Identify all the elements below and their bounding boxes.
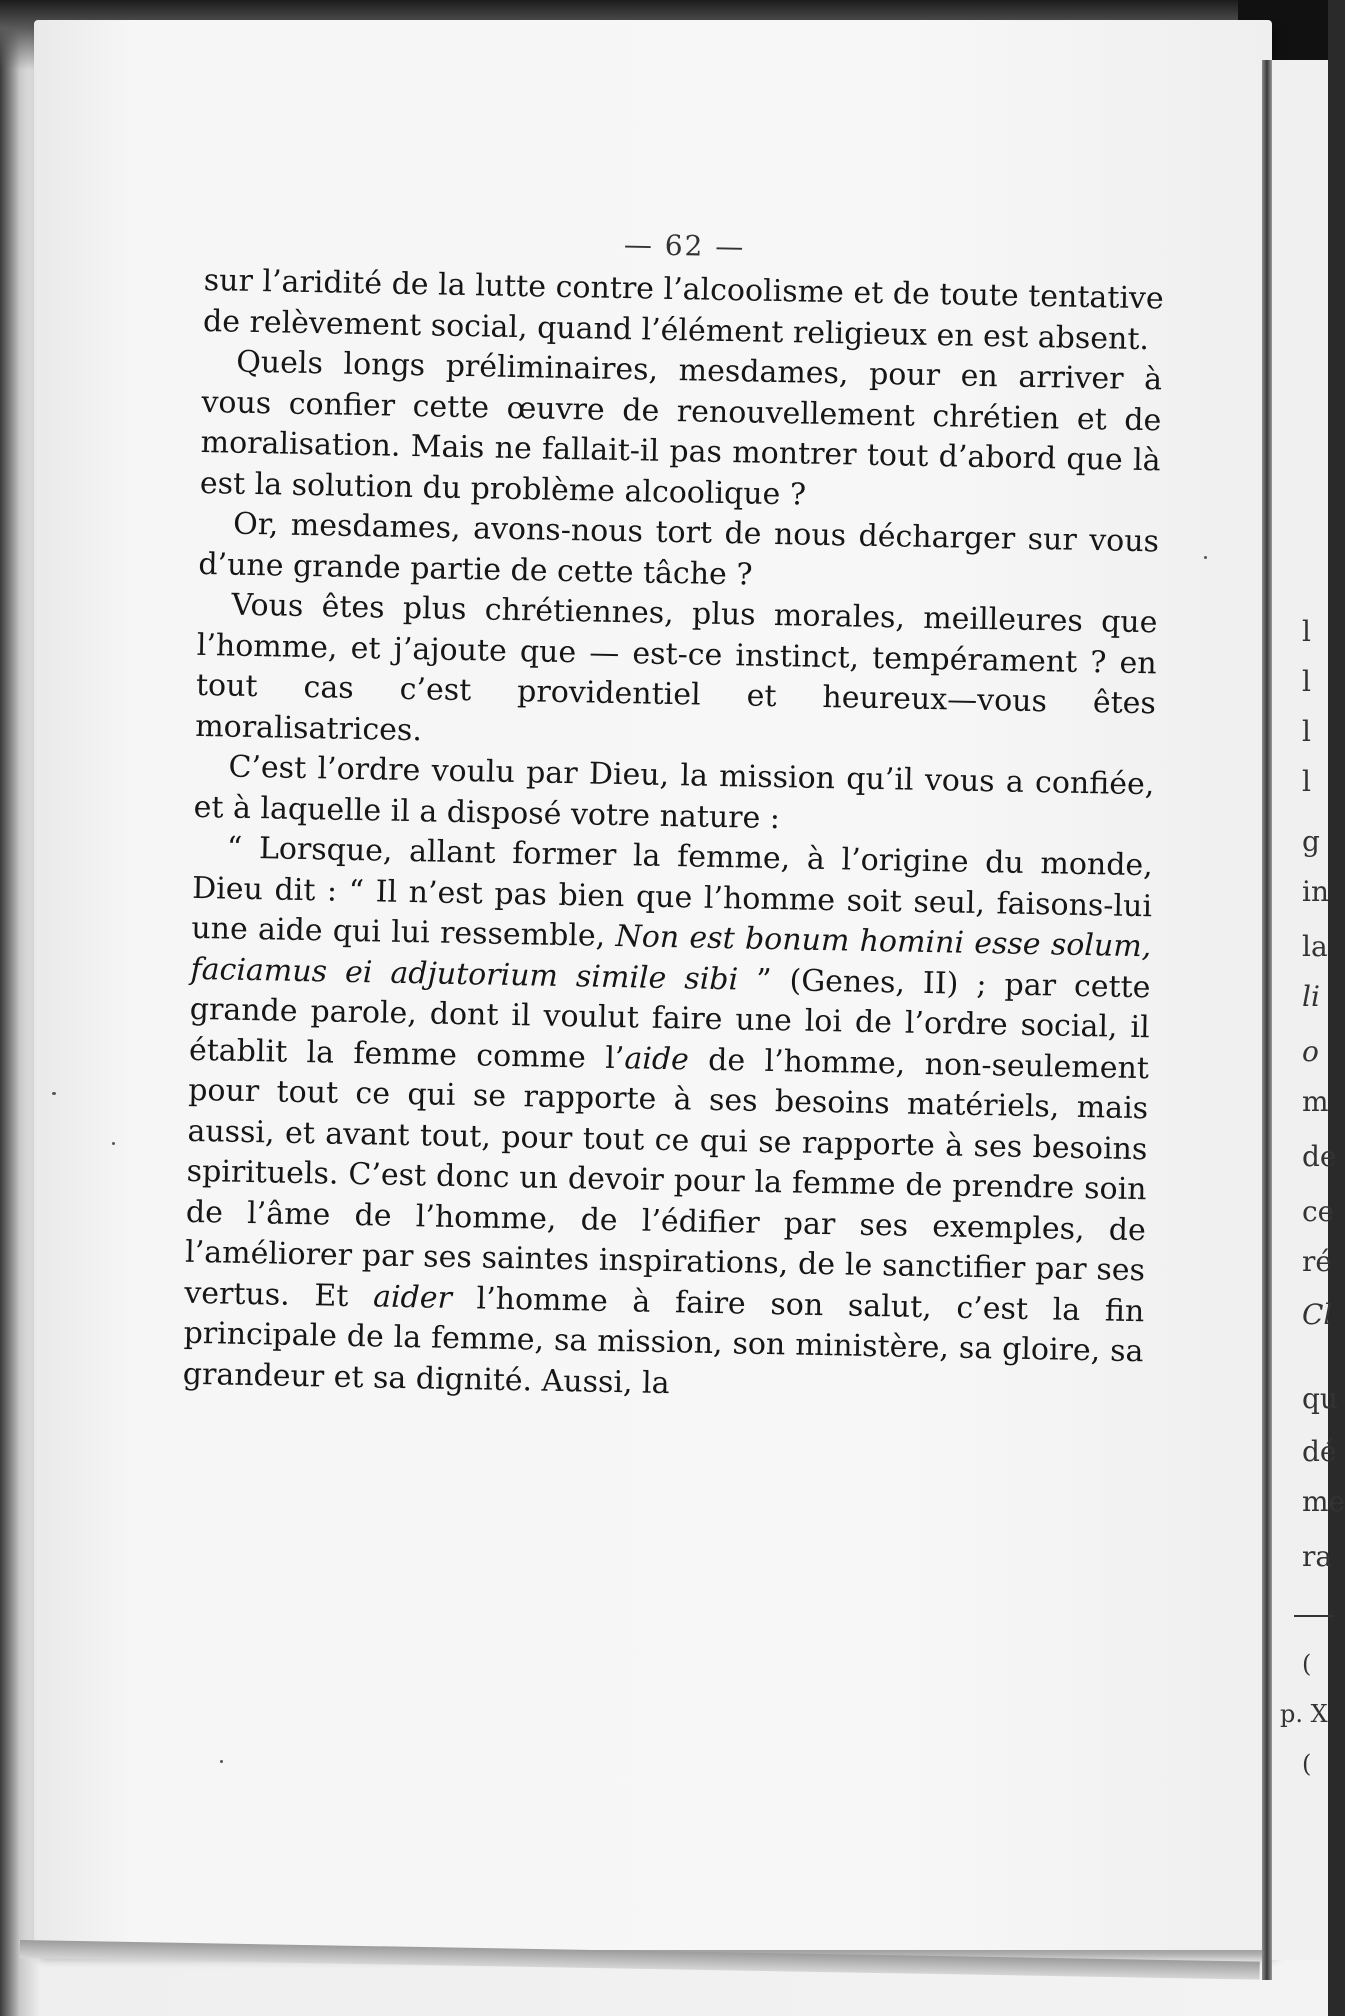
facing-fragment: de	[1302, 1140, 1337, 1173]
paragraph: Or, mesdames, avons-nous tort de nous décharger sur vous d’une grande partie de cette tâche ?	[198, 506, 1160, 593]
facing-fragment: ce	[1302, 1195, 1335, 1228]
paragraph: Vous êtes plus chrétiennes, plus morales, meilleures que l’homme, et j’ajoute que — est-ce instinct, tempérament ? en tout cas c’est providentiel et heureux—vous êtes moralisatrices.	[194, 587, 1158, 748]
facing-page-edge	[1272, 60, 1345, 1960]
quote-text: ” (Genes, II) ; par cette grande parole, dont il voulut faire une loi de l’ordre social, il établit la femme comme l’	[188, 961, 1151, 1076]
facing-fragment: in	[1302, 875, 1329, 908]
latin-quote: Non est bonum homini esse solum, faciamus ei adjutorium simile sibi	[190, 919, 1152, 997]
facing-fragment: Cl	[1302, 1298, 1333, 1331]
facing-fragment: l	[1302, 615, 1311, 648]
facing-fragment: dé	[1302, 1435, 1337, 1468]
facing-fragment: li	[1302, 980, 1320, 1013]
paragraph: C’est l’ordre voulu par Dieu, la mission qu’il vous a confiée, et à laquelle il a disposé votre nature :	[193, 749, 1155, 836]
quotation-paragraph	[182, 828, 1153, 1413]
quote-text: de l’homme, non-seulement pour tout ce qui se rapporte à ses besoins matériels, mais aussi, et avant tout, pour tout ce qui se rapporte à ses besoins spirituels. C’est donc un devoir pour la femme de prendre soin de l’âme de l’homme, de l’édifier par ses exemples, de l’améliorer par ses saintes inspirations, de le sanctifier par ses vertus. Et	[184, 1041, 1150, 1314]
facing-fragment: m	[1302, 1085, 1329, 1118]
facing-fragment: qu	[1302, 1382, 1338, 1415]
facing-fragment: ré	[1302, 1245, 1332, 1278]
facing-fragment: g	[1302, 825, 1320, 858]
facing-fragment: l	[1302, 715, 1311, 748]
paragraph: Quels longs préliminaires, mesdames, pour en arriver à vous confier cette œuvre de renouvellement chrétien et de moralisation. Mais ne fallait-il pas montrer tout d’abord que là est la solution du problème alcoolique ?	[199, 344, 1163, 513]
emphasis-aider: aider	[372, 1278, 453, 1316]
book-gutter	[1262, 60, 1272, 1980]
facing-fragment: l	[1302, 665, 1311, 698]
page-text	[182, 220, 1164, 1413]
scan-speckle	[1204, 556, 1207, 559]
facing-fragment: (	[1302, 1650, 1312, 1678]
paragraph: sur l’aridité de la lutte contre l’alcoolisme et de toute tentative de relèvement social, quand l’élément religieux en est absent.	[202, 262, 1164, 357]
facing-fragment: (	[1302, 1750, 1312, 1778]
emphasis-aide: aide	[624, 1040, 690, 1077]
facing-fragment: la	[1302, 930, 1328, 963]
facing-fragment: o	[1302, 1035, 1319, 1068]
page-number: — 62 —	[623, 228, 746, 264]
footnote-rule	[1294, 1615, 1334, 1617]
scan-speckle	[112, 1142, 115, 1145]
quote-text: l’homme à faire son salut, c’est la fin principale de la femme, sa mission, son ministère, sa gloire, sa grandeur et sa dignité. Aussi, la	[182, 1280, 1145, 1401]
facing-fragment: me	[1302, 1485, 1345, 1518]
facing-fragment: ra	[1302, 1540, 1333, 1573]
scan-speckle	[220, 1760, 223, 1763]
scan-speckle	[52, 1092, 56, 1095]
facing-fragment: p. X	[1280, 1700, 1328, 1728]
facing-fragment: l	[1302, 765, 1311, 798]
quote-text: “ Lorsque, allant former la femme, à l’origine du monde, Dieu dit : “ Il n’est pas bien que l’homme soit seul, faisons-lui une aide qui lui ressemble,	[191, 830, 1154, 955]
